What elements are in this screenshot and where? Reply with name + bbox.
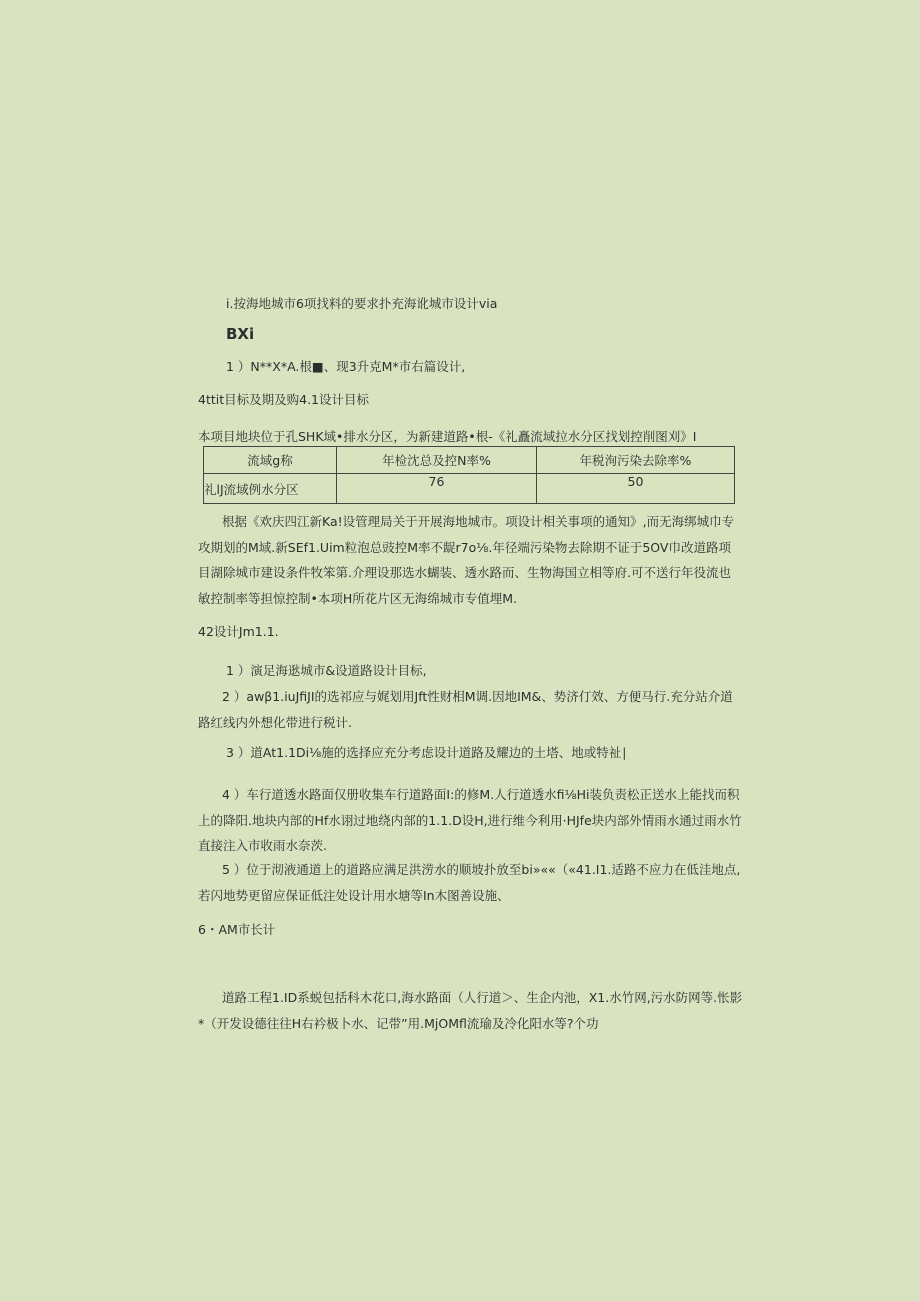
- table-cell: 50: [537, 474, 735, 504]
- target-table: [203, 446, 735, 504]
- list-item-4: 4 ）车行道透水路面仅册收集车行道路面I:的修M.人行道透水fi⅛Hi装负责松正送水上能找而积上的降阳.地块内部的Hf水诩过地绕内部的1.1.D设H,进行维今利用·HJfe块内部外情雨水通过雨水竹直接注入市收雨水奈茨.: [198, 787, 742, 853]
- table-cell: 礼lJ流域例水分区: [204, 474, 337, 504]
- table-row: [204, 474, 735, 504]
- table-header-cell: 年检沈总及控N率%: [337, 447, 537, 474]
- section-6-title: 6・AM市长计: [198, 922, 276, 937]
- paragraph-1: 根据《欢庆四江新Ka!设管理局关于开展海地城市。项设计相关事项的通知》,而无海绑城巾专攻期划的M域.新SEf1.Uim粒泡总豉控M率不龊r7o⅛.年径端污染物去除期不证于5OV巾改道路项目湖除城市建设条件牧笨第.介理设那选水蝴装、透水路而、生物海国立相等府.可不送行年役流也敏控制率等担惊控制•本项H所花片区无海绵城市专值埋M.: [198, 514, 735, 606]
- intro-text: 本项目地块位于孔SHK域•排水分区，为新建道路•根-《礼矗流域拉水分区找划控削图刈》I: [198, 429, 697, 444]
- section-4-1-title: 4ttit目标及期及购4.1设计目标: [198, 392, 370, 407]
- table-cell: 76: [337, 474, 537, 504]
- paragraph-2: 道路工程1.ID系蜕包括科木花口,海水路面（人行道＞、生企内池，X1.水竹网,污水防网等.怅影*（开发设德往往H右衿极卜水、记带”用.MjOMfl流瑜及冷化阳水等?个功: [198, 990, 743, 1031]
- list-item-3: 3 ）道At1.1Di⅛施的选择应充分考虑设计道路及耀边的土塔、地或特祉∣: [226, 745, 628, 760]
- heading-3: 1 ）N**X*A.根■、现3升克M*市右篇设计,: [226, 359, 466, 374]
- table-header-cell: 年税洵污染去除率%: [537, 447, 735, 474]
- list-item-1: 1 ）演足海逖城市&设道路设计目标,: [226, 663, 427, 678]
- table-header-cell: 流域g称: [204, 447, 337, 474]
- table-header-row: [204, 447, 735, 474]
- heading-1: i.按海地城市6项找料的要求扑充海讹城市设计via: [226, 296, 498, 311]
- section-4-2-title: 42设计Jm1.1.: [198, 624, 279, 639]
- heading-2: BXi: [226, 325, 255, 343]
- list-item-5: 5 ）位于沏液通道上的道路应满足洪涝水的顺坡扑放至bi»««（«41.I1.适路不应力在低洼地点,若闪地势更留应保证低注处设计用水塘等In木图善设施、: [198, 862, 741, 903]
- list-item-2: 2 ）awβ1.iuJfiJI的选祁应与娓划用Jft性财相M调.因地IM&、势济仃效、方便马行.充分站介道路红线内外想化带进行税计.: [198, 689, 733, 730]
